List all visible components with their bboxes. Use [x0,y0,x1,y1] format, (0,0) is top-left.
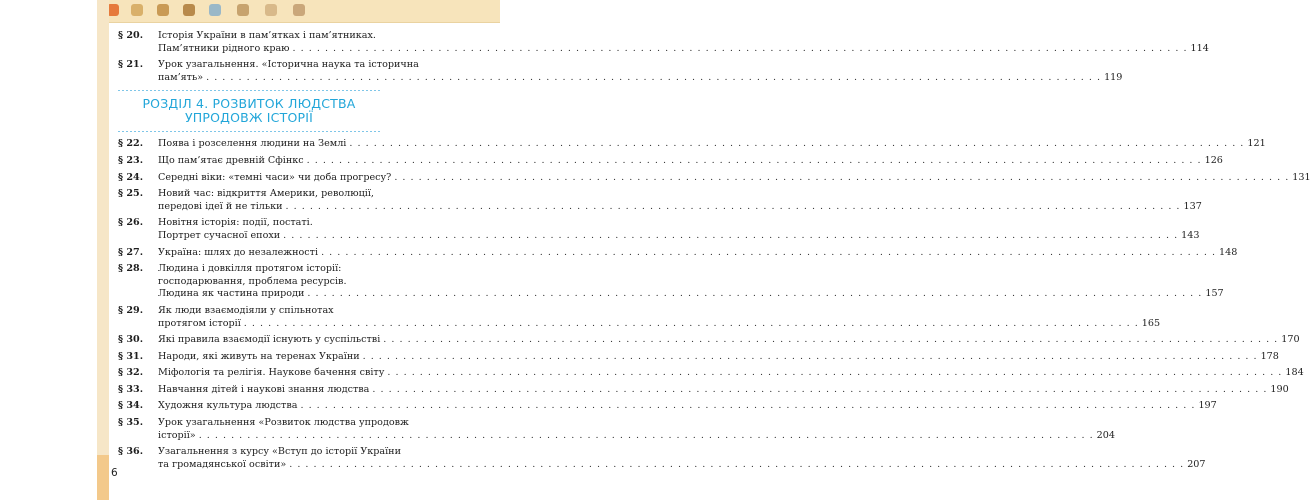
dot-leader [387,367,1282,380]
top-decorative-strip [97,0,500,23]
table-of-contents [118,30,1311,475]
entry-page: 165 [1141,317,1161,329]
section-divider [118,90,380,91]
feather-icon [265,4,277,16]
toc-entry [118,334,1300,347]
entry-title-line: Пам’ятники рідного краю [158,42,290,54]
entry-title-line: Поява і розселення людини на Землі [158,138,347,150]
entry-title-line: Середні віки: «темні часи» чи доба прогресу? [158,171,392,183]
entry-title-line: Людина і довкілля протягом історії: [158,263,342,275]
entry-title-line: Історія України в пам’ятках і пам’ятниках. [158,30,376,41]
dot-leader [244,318,1139,331]
entry-page: 148 [1219,246,1238,258]
entry-title-line: Як люди взаємодіяли у спільнотах [158,304,334,316]
toc-entry [118,367,1304,380]
section-title-line1: РОЗДІЛ 4. РОЗВИТОК ЛЮДСТВА [142,96,356,112]
section-title [118,97,380,125]
toc-entries-before [118,30,1209,84]
dot-leader [199,430,1094,443]
entry-title-line: Міфологія та релігія. Наукове бачення світу [158,367,385,379]
book-icon [131,4,143,16]
toc-entry [118,263,1224,301]
entry-title-line: історії» [158,429,196,441]
entry-page: 137 [1183,200,1202,212]
entry-number: § 27. [118,246,144,258]
entry-page: 207 [1187,458,1206,470]
toc-entry [118,383,1289,397]
entry-page: 184 [1285,367,1304,379]
entry-number: § 28. [118,263,144,275]
map-icon [183,4,195,16]
entry-title-line: Що пам’ятає древній Сфінкс [158,154,304,166]
toc-entry [118,350,1279,364]
entry-title-line: пам’ять» [158,71,204,83]
entry-title-line: та громадянської освіти» [158,458,287,470]
entry-number: § 26. [118,217,144,229]
entry-title-line: Які правила взаємодії існують у суспільстві [158,334,381,346]
dot-leader [293,43,1188,56]
dot-leader [206,72,1101,85]
entry-page: 126 [1204,154,1223,166]
entry-page: 204 [1096,429,1115,441]
entry-page: 119 [1104,71,1123,83]
entry-number: § 20. [118,30,144,41]
dot-leader [394,172,1289,185]
toc-entry [118,188,1202,213]
entry-title-line: Навчання дітей і наукові знання людства [158,383,370,395]
toc-entry [118,417,1115,442]
entry-title-line: Узагальнення з курсу «Вступ до історії України [158,446,401,458]
dot-leader [289,459,1184,472]
entry-number: § 36. [118,446,144,458]
toc-entry [118,30,1209,55]
dot-leader [307,288,1202,301]
dot-leader [372,384,1267,397]
entry-title-line: Урок узагальнення. «Історична наука та історична [158,59,419,71]
toc-entries [118,138,1311,471]
dot-leader [321,247,1216,260]
entry-page: 170 [1281,334,1300,346]
toc-entry [118,400,1217,413]
entry-title-line: Художня культура людства [158,400,298,412]
entry-number: § 21. [118,59,144,71]
toc-entry [118,59,1123,84]
entry-title-line: передові ідеї й не тільки [158,200,283,212]
entry-number: § 25. [118,188,144,200]
entry-page: 190 [1270,383,1289,395]
entry-title-line: господарювання, проблема ресурсів. [158,275,347,287]
entry-number: § 29. [118,304,144,316]
entry-page: 157 [1205,288,1224,300]
dot-leader [363,351,1258,364]
scroll-icon [157,4,169,16]
entry-page: 143 [1181,229,1200,241]
dot-leader [283,230,1178,243]
page-number-band [97,455,109,500]
toc-entry [118,217,1200,242]
section-title-line2: УПРОДОВЖ ІСТОРІЇ [184,110,313,126]
entry-title-line: Новітня історія: події, постаті. [158,217,313,229]
globe-icon [209,4,221,16]
entry-number: § 35. [118,417,144,429]
toc-entry [118,154,1223,168]
dot-leader [349,138,1244,151]
entry-title-line: Новий час: відкриття Америки, революції, [158,188,374,200]
entry-title-line: протягом історії [158,317,241,329]
entry-title-line: Україна: шлях до незалежності [158,246,319,258]
entry-title-line: Народи, які живуть на теренах України [158,350,360,362]
entry-number: § 23. [118,154,144,166]
toc-entry [118,171,1311,185]
dot-leader [307,155,1202,168]
column-icon [293,4,305,16]
dot-leader [383,334,1278,347]
compass-icon [237,4,249,16]
toc-entry [118,246,1238,260]
entry-page: 197 [1198,400,1217,412]
toc-entry [118,138,1266,151]
entry-page: 121 [1247,138,1266,150]
section-divider [118,131,380,132]
dot-leader [300,400,1195,413]
dot-leader [286,201,1181,214]
left-margin-band [97,0,109,500]
entry-number: § 24. [118,171,144,183]
entry-page: 114 [1190,42,1209,54]
entry-page: 131 [1292,171,1311,183]
entry-number: § 31. [118,350,144,362]
entry-title-line: Портрет сучасної епохи [158,229,281,241]
entry-title-line: Урок узагальнення «Розвиток людства упродовж [158,417,409,429]
page-number: 6 [111,467,118,479]
toc-entry [118,446,1206,471]
entry-number: § 34. [118,400,144,412]
entry-page: 178 [1260,350,1279,362]
toc-entry [118,304,1161,330]
entry-number: § 22. [118,138,144,150]
entry-title-line: Людина як частина природи [158,288,305,300]
entry-number: § 33. [118,383,144,395]
entry-number: § 30. [118,334,144,346]
entry-number: § 32. [118,367,144,379]
